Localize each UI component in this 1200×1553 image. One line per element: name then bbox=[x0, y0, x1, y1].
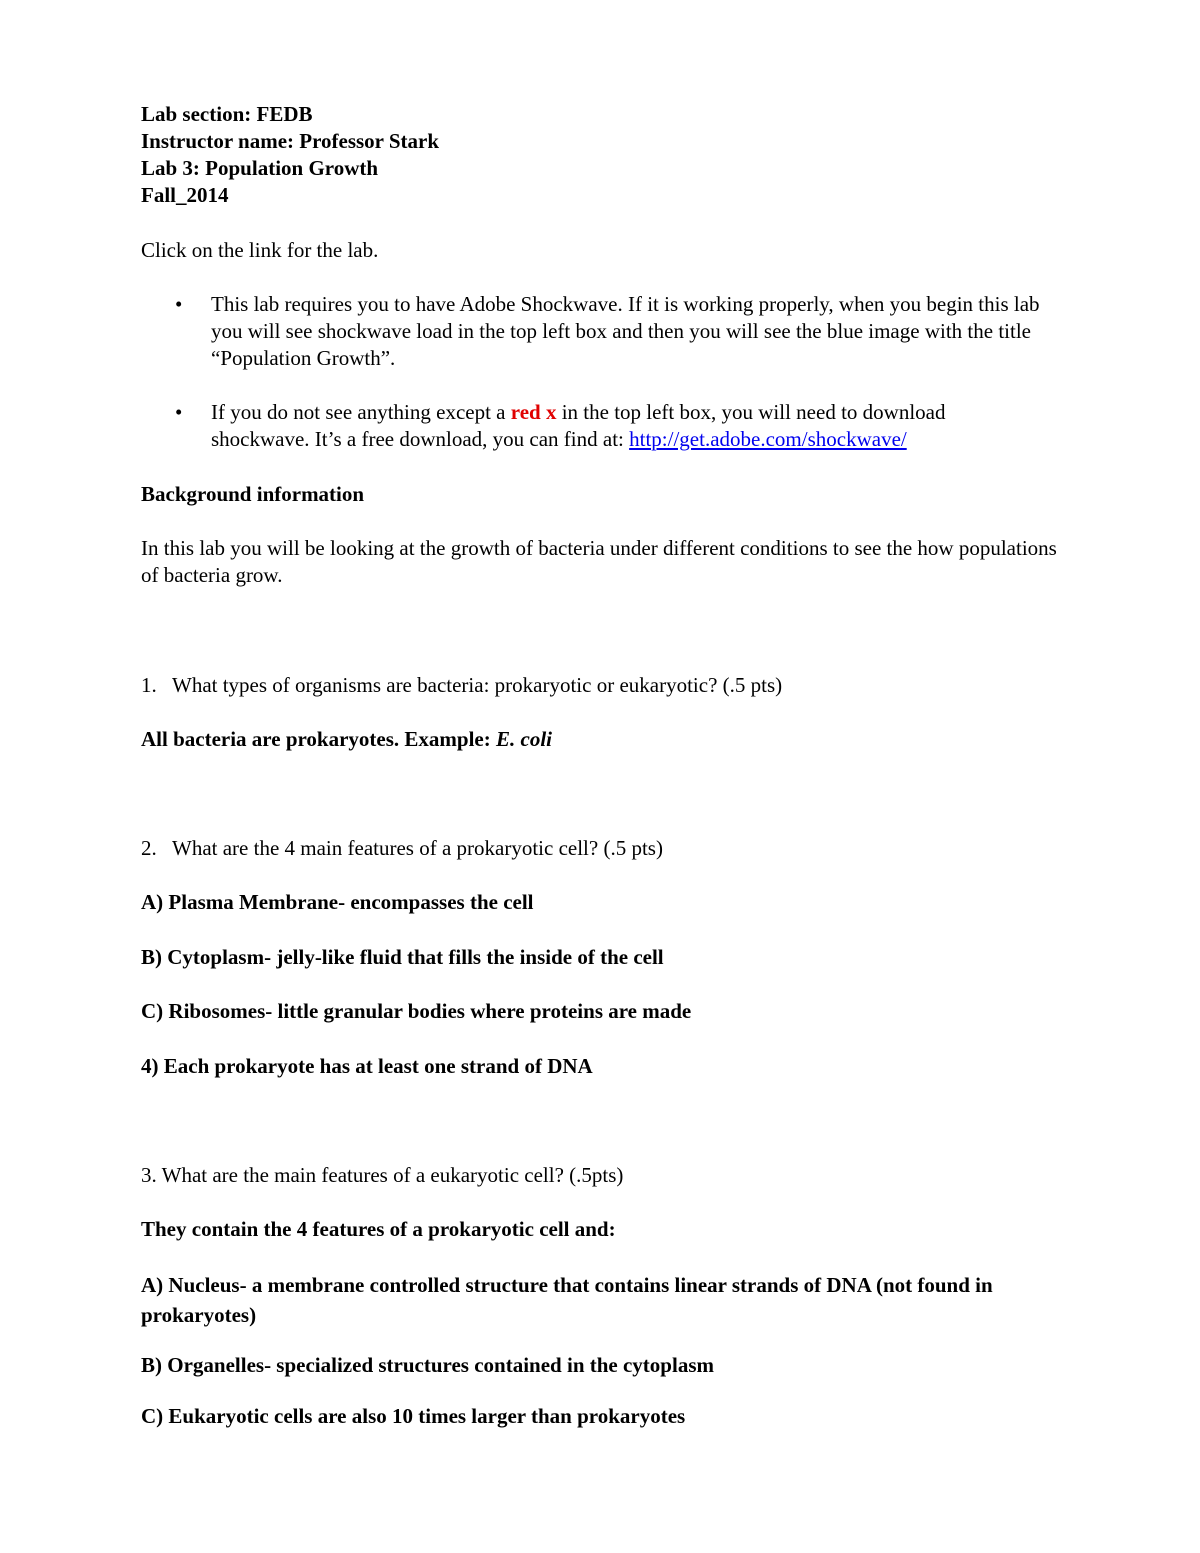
instructor-name: Instructor name: Professor Stark bbox=[141, 129, 440, 153]
answer-2c: C) Ribosomes- little granular bodies where proteins are made bbox=[141, 999, 692, 1023]
red-x-highlight: red x bbox=[510, 400, 557, 424]
question-number: 2. bbox=[141, 836, 157, 860]
question-text: What are the 4 main features of a prokaryotic cell? (.5 pts) bbox=[172, 836, 663, 860]
bullet-text-pre: If you do not see anything except a bbox=[211, 400, 511, 424]
lab-section: Lab section: FEDB bbox=[141, 102, 313, 126]
background-heading: Background information bbox=[141, 482, 365, 506]
question-text: What types of organisms are bacteria: prokaryotic or eukaryotic? (.5 pts) bbox=[172, 673, 783, 697]
bullet-icon: • bbox=[175, 292, 183, 316]
answer-3c: C) Eukaryotic cells are also 10 times larger than prokaryotes bbox=[141, 1404, 686, 1428]
answer-2a: A) Plasma Membrane- encompasses the cell bbox=[141, 890, 534, 914]
background-text: In this lab you will be looking at the growth of bacteria under different conditions to see the how populations of bacteria grow. bbox=[141, 536, 1057, 587]
bullet-text-mid: in the top left box, you will need to download shockwave. It’s a free download, you can find at: bbox=[211, 400, 946, 451]
answer-example: E. coli bbox=[496, 727, 553, 751]
bullet-text bbox=[211, 399, 1041, 453]
bullet-icon: • bbox=[175, 400, 183, 424]
shockwave-download-link[interactable]: http://get.adobe.com/shockwave/ bbox=[629, 427, 907, 451]
document-header bbox=[141, 101, 1061, 209]
question-3: 3. What are the main features of a eukaryotic cell? (.5pts) bbox=[141, 1163, 624, 1187]
question-2 bbox=[141, 835, 1061, 862]
bullet-text: This lab requires you to have Adobe Shockwave. If it is working properly, when you begin this lab you will see shockwave load in the top left box and then you will see the blue image with the title “Population Growth”. bbox=[211, 292, 1040, 370]
answer-2b: B) Cytoplasm- jelly-like fluid that fills the inside of the cell bbox=[141, 945, 664, 969]
answer-3-lead: They contain the 4 features of a prokaryotic cell and: bbox=[141, 1217, 616, 1241]
answer-3b: B) Organelles- specialized structures contained in the cytoplasm bbox=[141, 1353, 714, 1377]
question-number: 1. bbox=[141, 673, 157, 697]
answer-text: All bacteria are prokaryotes. Example: bbox=[141, 727, 497, 751]
question-1 bbox=[141, 672, 1061, 699]
answer-2d: 4) Each prokaryote has at least one strand of DNA bbox=[141, 1054, 593, 1078]
intro-text: Click on the link for the lab. bbox=[141, 238, 379, 262]
answer-3a: A) Nucleus- a membrane controlled structure that contains linear strands of DNA (not found in prokaryotes) bbox=[141, 1273, 993, 1327]
term: Fall_2014 bbox=[141, 183, 229, 207]
answer-1 bbox=[141, 726, 1061, 753]
lab-title: Lab 3: Population Growth bbox=[141, 156, 379, 180]
